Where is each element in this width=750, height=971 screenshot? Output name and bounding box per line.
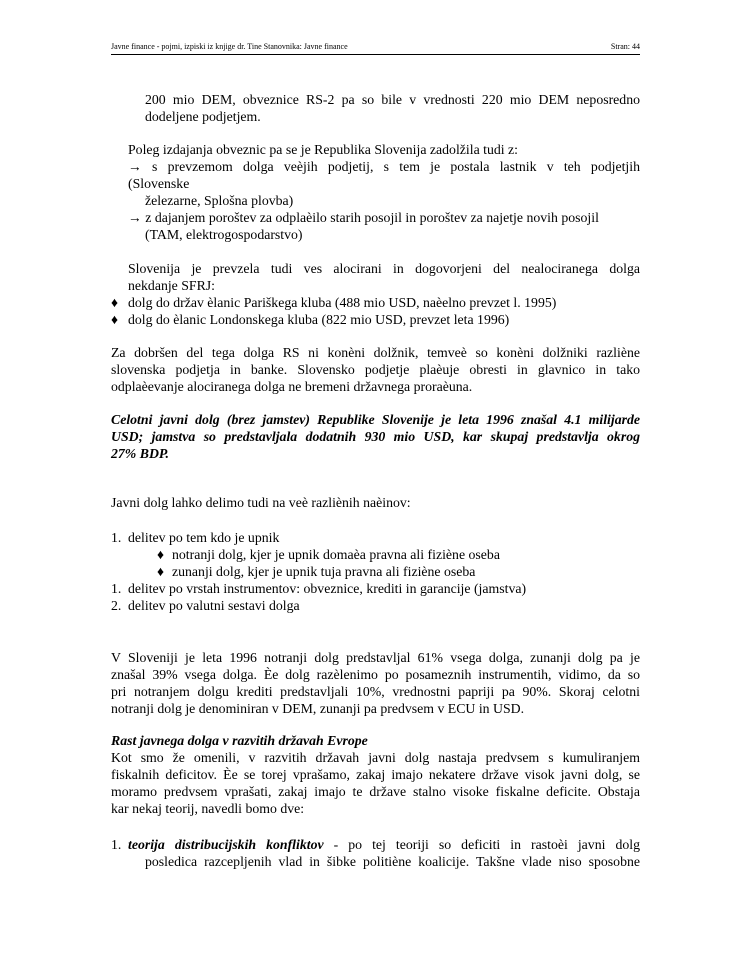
paragraph-line: nekdanje SFRJ: <box>128 278 215 293</box>
list-number: 1. <box>111 837 122 852</box>
paragraph-line: Poleg izdajanja obveznic pa se je Republika Slovenija zadolžila tudi z: <box>128 142 519 157</box>
paragraph-line: posledica razcepljenih vlad in šibke politiène koalicije. Takšne vlade niso sposobne <box>145 854 640 869</box>
list-number: 1. <box>111 581 122 596</box>
list-item: delitev po vrstah instrumentov: obveznice, krediti in garancije (jamstva) <box>128 581 527 596</box>
paragraph-line: → z dajanjem poroštev za odplaèilo starih posojil in poroštev za najetje novih posojil <box>128 210 599 225</box>
list-subitem: notranji dolg, kjer je upnik domaèa pravna ali fiziène oseba <box>172 547 500 562</box>
bullet-icon: ♦ <box>111 312 119 327</box>
bullet-icon: ♦ <box>157 547 165 562</box>
section-heading: Rast javnega dolga v razvitih državah Evrope <box>111 733 368 748</box>
paragraph-line: dodeljene podjetjem. <box>145 109 261 124</box>
header-title: Javne finance - pojmi, izpiski iz knjige dr. Tine Stanovnika: Javne finance <box>111 42 348 51</box>
paragraph-line: železarne, Splošna plovba) <box>145 193 294 208</box>
bullet-icon: ♦ <box>157 564 165 579</box>
paragraph-line: Za dobršen del tega dolga RS ni konèni dolžnik, temveè so konèni dolžniki razliène <box>111 345 640 360</box>
paragraph-line: pri notranjem dolgu krediti predstavljali 10%, vrednostni papriji pa 90%. Skoraj celotni <box>111 684 640 699</box>
list-number: 2. <box>111 598 122 613</box>
paragraph-line: (TAM, elektrogospodarstvo) <box>145 227 303 242</box>
list-item: dolg do držav èlanic Pariškega kluba (488 mio USD, naèelno prevzet l. 1995) <box>128 295 557 310</box>
theory-line <box>128 836 640 853</box>
paragraph-line: kar nekaj teorij, navedli bomo dve: <box>111 801 305 816</box>
emphasis-line: Celotni javni dolg (brez jamstev) Republike Slovenije je leta 1996 znašal 4.1 milijarde <box>111 412 640 427</box>
paragraph-line: fiskalnih deficitov. Èe se torej vprašamo, zakaj imajo nekatere države visok javni dolg, se <box>111 767 640 782</box>
paragraph-line: 200 mio DEM, obveznice RS-2 pa so bile v vrednosti 220 mio DEM neposredno <box>145 92 640 107</box>
theory-text: - po tej teoriji so deficiti in rastoèi javni dolg <box>323 837 640 852</box>
paragraph-line: moramo predvsem vprašati, zakaj imajo te države stalno visoke fiskalne deficite. Obstaja <box>111 784 640 799</box>
paragraph-line: V Sloveniji je leta 1996 notranji dolg predstavljal 61% vsega dolga, zunanji dolg pa je <box>111 650 640 665</box>
list-number: 1. <box>111 530 122 545</box>
page-header <box>111 40 640 55</box>
paragraph-line: (Slovenske <box>128 176 190 191</box>
paragraph-line: odplaèevanje alociranega dolga ne bremeni državnega proraèuna. <box>111 379 473 394</box>
emphasis-line: 27% BDP. <box>111 446 170 461</box>
paragraph-line: notranji dolg je denominiran v DEM, zunanji pa predvsem v ECU in USD. <box>111 701 525 716</box>
list-subitem: zunanji dolg, kjer je upnik tuja pravna ali fiziène oseba <box>172 564 476 579</box>
paragraph-line: → s prevzemom dolga veèjih podjetij, s tem je postala lastnik v teh podjetjih <box>128 159 640 174</box>
bullet-icon: ♦ <box>111 295 119 310</box>
list-item: delitev po tem kdo je upnik <box>128 530 280 545</box>
paragraph-line: Javni dolg lahko delimo tudi na veè razliènih naèinov: <box>111 495 411 510</box>
paragraph-line: znašal 39% vsega dolga. Èe dolg razèlenimo po posameznih instrumentih, vidimo, da so <box>111 667 640 682</box>
paragraph-line: slovenska podjetja in banke. Slovensko podjetje plaèuje obresti in glavnico in tako <box>111 362 640 377</box>
list-item: delitev po valutni sestavi dolga <box>128 598 300 613</box>
paragraph-line: Kot smo že omenili, v razvitih državah javni dolg nastaja predvsem s kumuliranjem <box>111 750 640 765</box>
paragraph-line: Slovenija je prevzela tudi ves alocirani in dogovorjeni del nealociranega dolga <box>128 261 640 276</box>
page-number: Stran: 44 <box>610 42 640 51</box>
list-item: dolg do èlanic Londonskega kluba (822 mio USD, prevzet leta 1996) <box>128 312 510 327</box>
emphasis-line: USD; jamstva so predstavljala dodatnih 930 mio USD, kar skupaj predstavlja okrog <box>111 429 640 444</box>
theory-title: teorija distribucijskih konfliktov <box>128 837 324 852</box>
